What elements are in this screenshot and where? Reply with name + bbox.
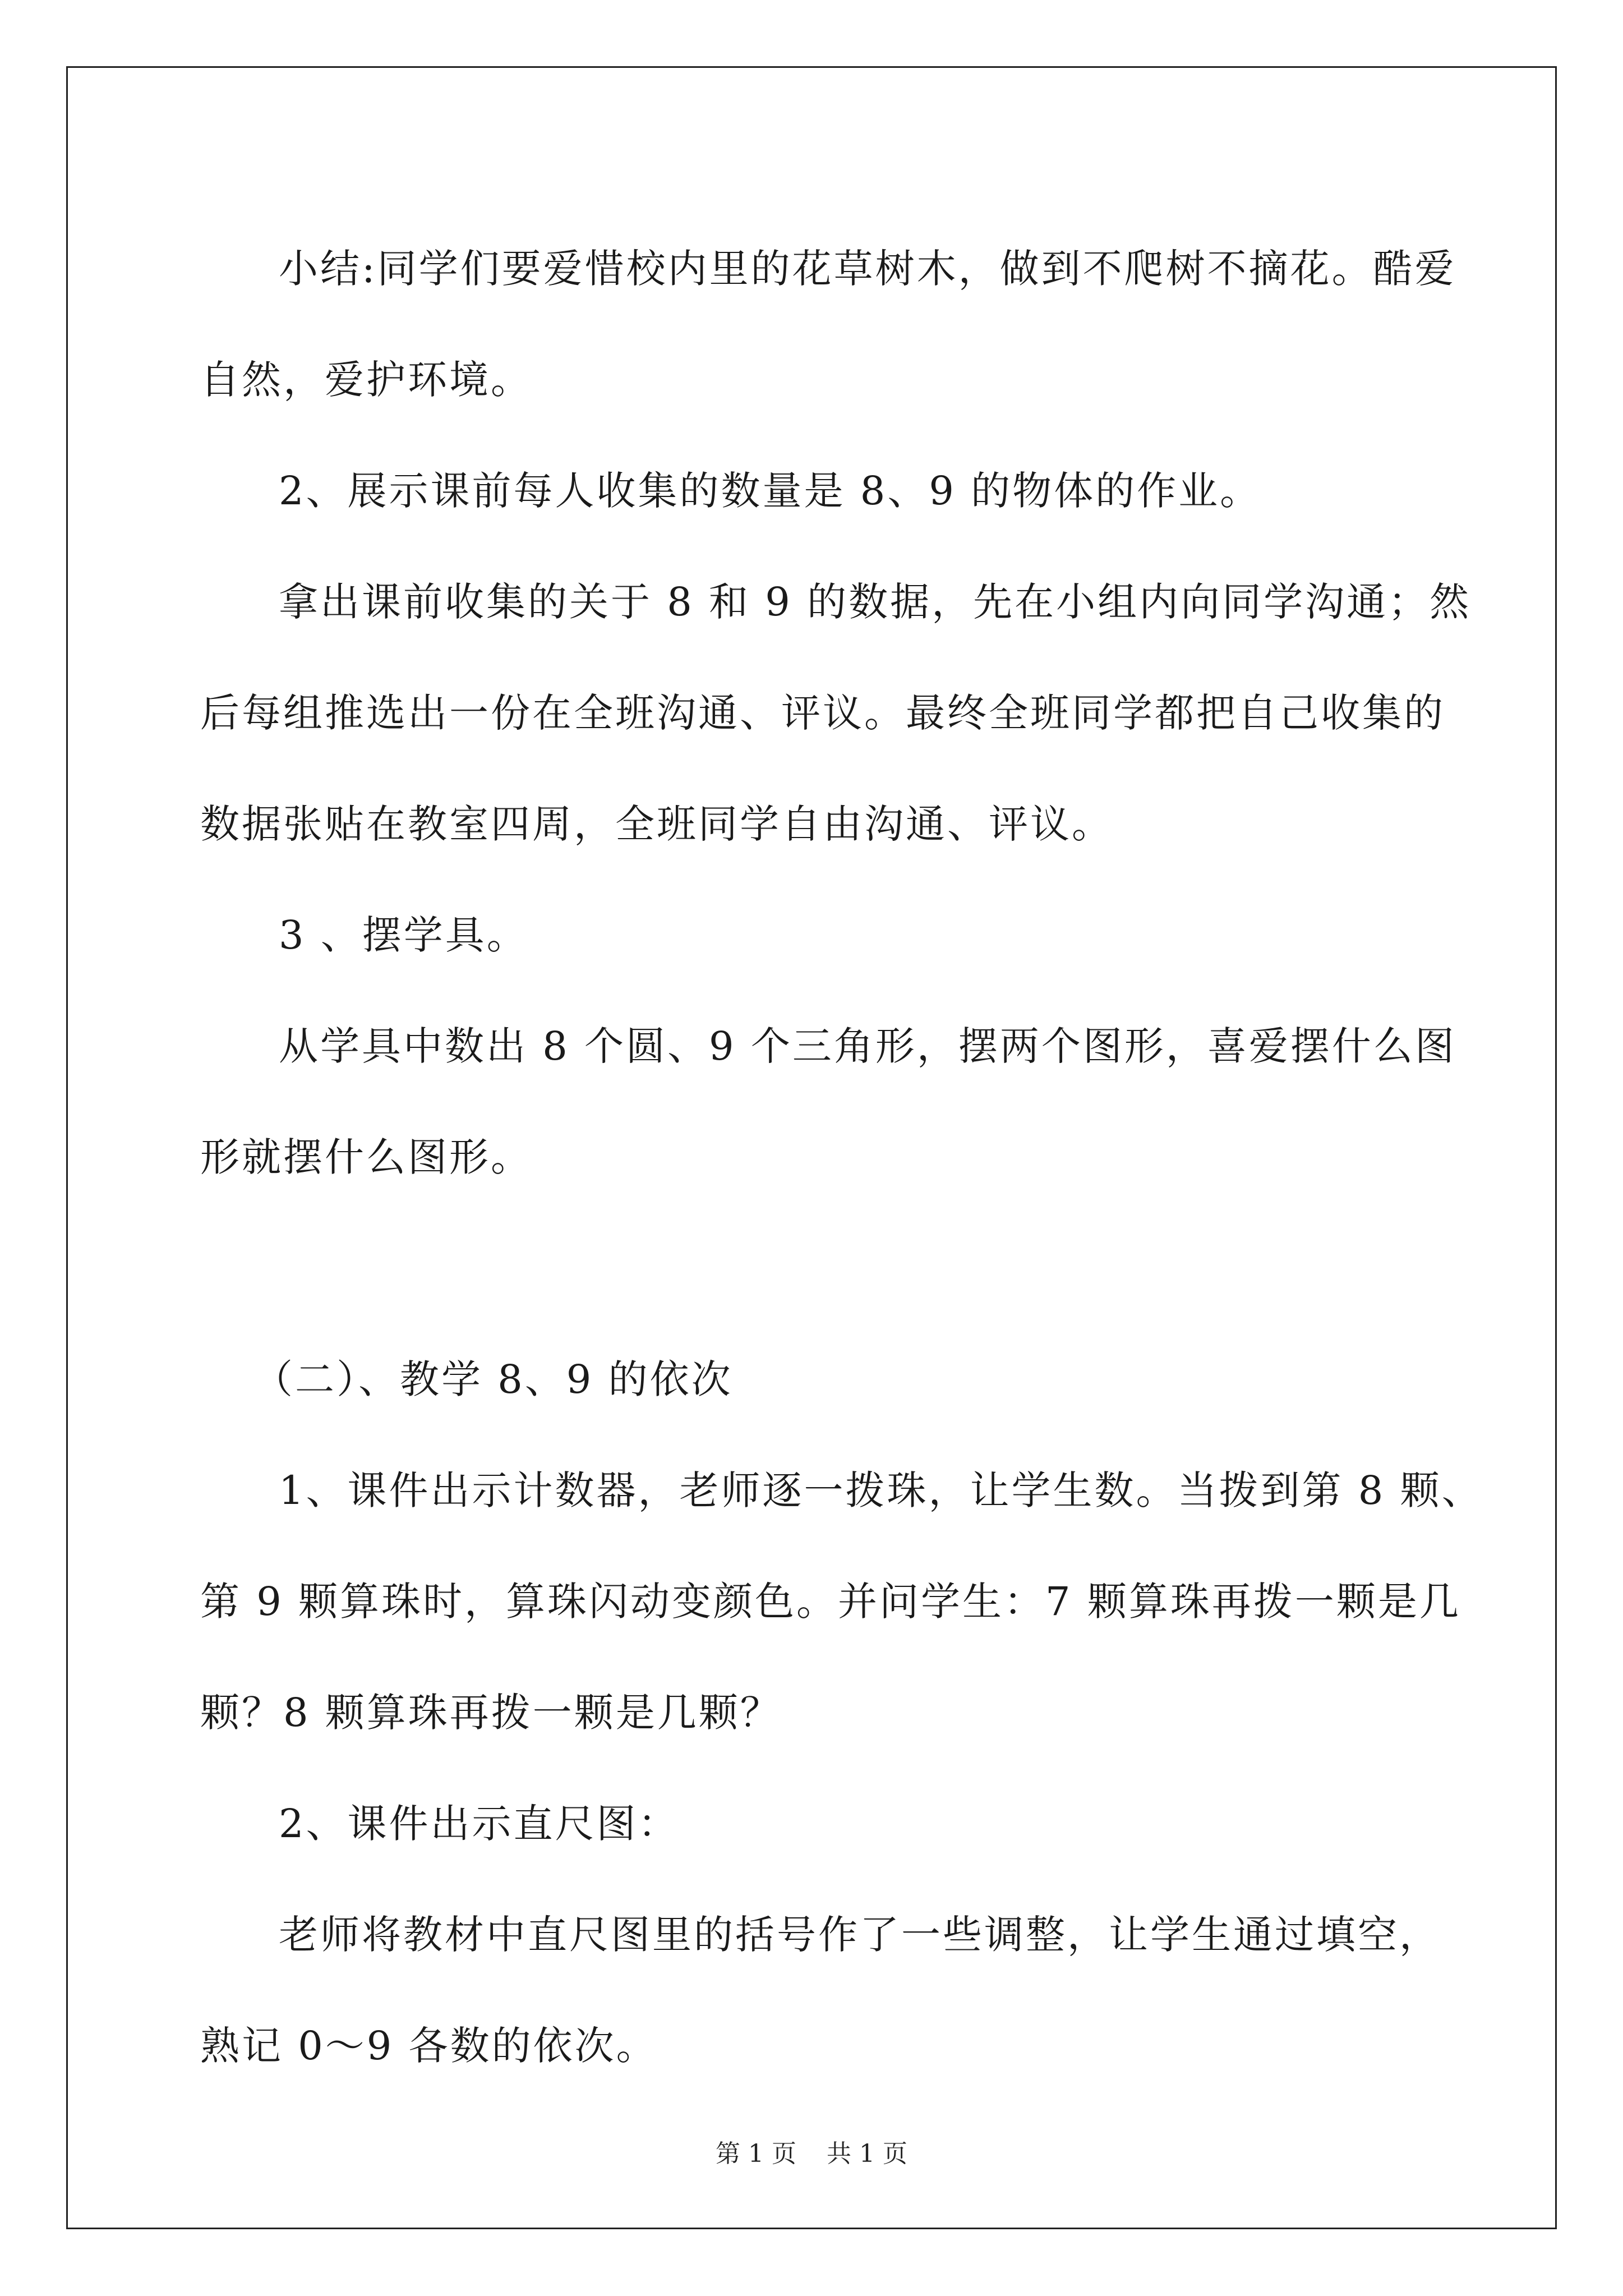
- paragraph-counter-line-3: 颗？8 颗算珠再拨一颗是几颗？: [200, 1690, 782, 1736]
- paragraph-data-line-2: 后每组推选出一份在全班沟通、评议。最终全班同学都把自己收集的: [200, 690, 1445, 736]
- document-body: [200, 213, 1483, 2101]
- paragraph-shapes-line-1: 从学具中数出 8 个圆、9 个三角形，摆两个图形，喜爱摆什么图: [279, 1023, 1456, 1069]
- paragraph-data-line-3: 数据张贴在教室四周，全班同学自由沟通、评议。: [200, 801, 1113, 847]
- paragraph-data-line-1: 拿出课前收集的关于 8 和 9 的数据，先在小组内向同学沟通；然: [279, 579, 1472, 625]
- section-heading: （二）、教学 8、9 的依次: [253, 1356, 733, 1402]
- paragraph-ruler-line-1: 老师将教材中直尺图里的括号作了一些调整，让学生通过填空，: [279, 1912, 1441, 1958]
- page-number-current: 第 1 页: [716, 2139, 796, 2168]
- paragraph-ruler-item: 2、课件出示直尺图：: [279, 1801, 680, 1847]
- page-footer: [0, 2138, 1623, 2170]
- page-number-total: 共 1 页: [827, 2139, 907, 2168]
- paragraph-counter-line-2: 第 9 颗算珠时，算珠闪动变颜色。并问学生：7 颗算珠再拨一颗是几: [200, 1579, 1461, 1625]
- section-spacer: [200, 1213, 1428, 1324]
- paragraph-ruler-line-2: 熟记 0～9 各数的依次。: [200, 2023, 658, 2069]
- paragraph-item-2: 2、展示课前每人收集的数量是 8、9 的物体的作业。: [279, 468, 1262, 514]
- paragraph-item-3: 3 、摆学具。: [279, 912, 528, 958]
- paragraph-summary-line-1: 小结:同学们要爱惜校内里的花草树木，做到不爬树不摘花。酷爱: [279, 246, 1456, 292]
- paragraph-shapes-line-2: 形就摆什么图形。: [200, 1134, 532, 1180]
- paragraph-counter-line-1: 1、课件出示计数器，老师逐一拨珠，让学生数。当拨到第 8 颗、: [279, 1467, 1483, 1513]
- paragraph-summary-line-2: 自然，爱护环境。: [200, 357, 532, 403]
